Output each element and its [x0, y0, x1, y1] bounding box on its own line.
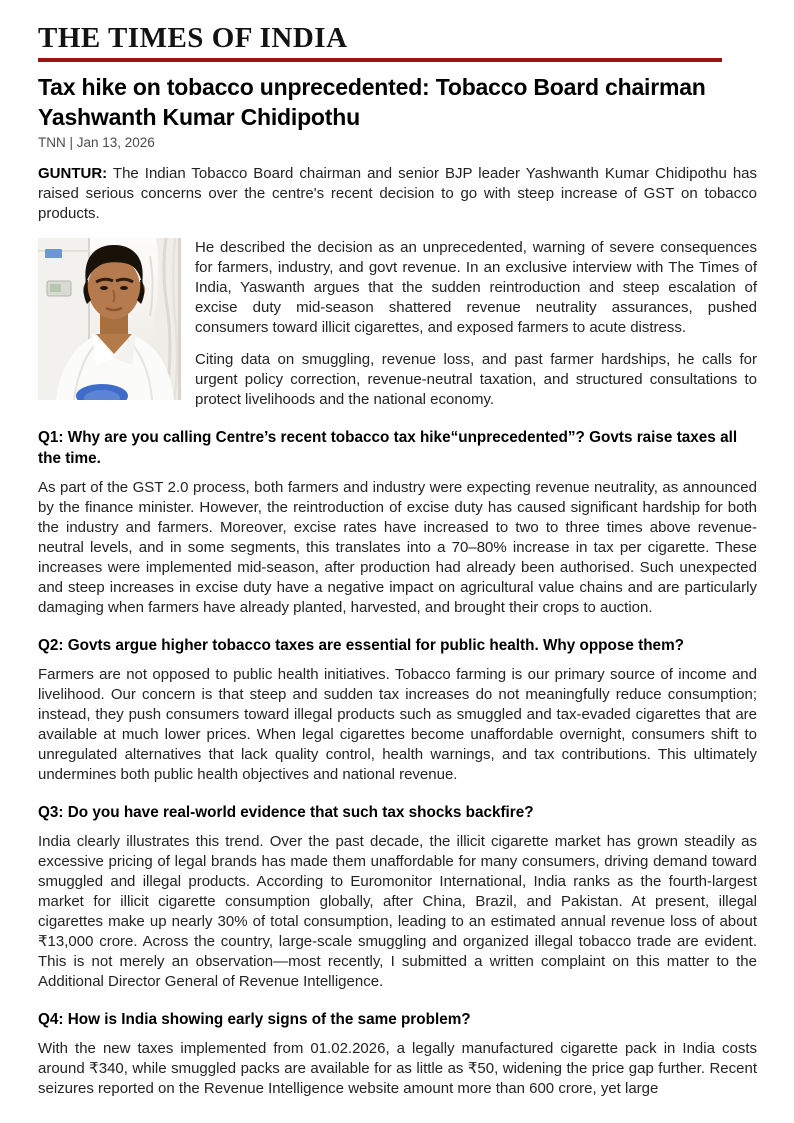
lead-paragraph	[38, 164, 757, 224]
question-1: Q1: Why are you calling Centre’s recent tobacco tax hike“unprecedented”? Govts raise taxes all the time.	[38, 429, 738, 467]
masthead-logo: THE TIMES OF INDIA	[38, 22, 348, 54]
chairman-portrait-graphic	[38, 238, 181, 400]
question-2: Q2: Govts argue higher tobacco taxes are essential for public health. Why oppose them?	[38, 637, 685, 654]
masthead-rule	[38, 58, 722, 62]
answer-1: As part of the GST 2.0 process, both farmers and industry were expecting revenue neutrality, as announced by the finance minister. However, the reintroduction of excise duty has caused significant hardship for both the industry and farmers. Moreover, excise rates have increased to two to three times above revenue-neutral levels, and in some segments, this translates into a 70–80% increase in tax per cigarette. These increases were implemented mid-season, after production had already been authorised. Such unexpected and steep increases in excise duty have a negative impact on agricultural value chains and are particularly damaging when farmers have already planted, harvested, and brought their crops to auction.	[38, 479, 757, 616]
lead-text: The Indian Tobacco Board chairman and senior BJP leader Yashwanth Kumar Chidipothu has raised serious concerns over the centre's recent decision to go with steep increase of GST on tobacco products.	[38, 165, 757, 222]
dateline: GUNTUR:	[38, 165, 108, 182]
answer-3: India clearly illustrates this trend. Over the past decade, the illicit cigarette market has grown steadily as excessive pricing of legal brands has made them unaffordable for many consumers, driving demand toward smuggled and illegal products. According to Euromonitor International, India ranks as the fourth-largest market for illicit cigarette consumption globally, after China, Brazil, and Pakistan. At present, illegal cigarettes make up nearly 30% of total consumption, leading to an estimated annual revenue loss of about ₹13,000 crore. Across the country, large-scale smuggling and organized illegal tobacco trade are evident. This is not merely an observation—most recently, I submitted a written complaint on this matter to the Additional Director General of Revenue Intelligence.	[38, 833, 757, 990]
intro-paragraph-2: Citing data on smuggling, revenue loss, and past farmer hardships, he calls for urgent policy correction, revenue-neutral taxation, and structured consultations to protect livelihoods and the national economy.	[195, 351, 757, 408]
photo-and-intro-row	[38, 238, 757, 410]
answer-2: Farmers are not opposed to public health initiatives. Tobacco farming is our primary source of income and livelihood. Our concern is that steep and sudden tax increases do not meaningfully reduce consumption; instead, they push consumers toward illegal products such as smuggled and tax-evaded cigarettes that are available at much lower prices. When legal cigarettes become unaffordable overnight, consumers shift to unregulated alternatives that lack quality control, health warnings, and tax contributions. This ultimately undermines both public health objectives and national revenue.	[38, 666, 757, 783]
question-3: Q3: Do you have real-world evidence that such tax shocks backfire?	[38, 804, 534, 821]
chairman-portrait-photo	[38, 238, 181, 400]
article-byline: TNN | Jan 13, 2026	[38, 135, 155, 150]
intro-paragraph-1: He described the decision as an unprecedented, warning of severe consequences for farmers, industry, and govt revenue. In an exclusive interview with The Times of India, Yaswanth argues that the sudden reintroduction and steep escalation of excise duty mid-season shattered revenue neutrality assurances, pushed consumers toward illicit cigarettes, and exposed farmers to acute distress.	[195, 239, 757, 336]
answer-4: With the new taxes implemented from 01.02.2026, a legally manufactured cigarette pack in India costs around ₹340, while smuggled packs are available for as little as ₹50, widening the price gap further. Recent seizures reported on the Revenue Intelligence website amount more than 600 crore, yet large	[38, 1040, 757, 1097]
article-headline: Tax hike on tobacco unprecedented: Tobacco Board chairman Yashwanth Kumar Chidipothu	[38, 74, 706, 130]
intro-text-column	[195, 238, 757, 410]
question-4: Q4: How is India showing early signs of the same problem?	[38, 1011, 471, 1028]
